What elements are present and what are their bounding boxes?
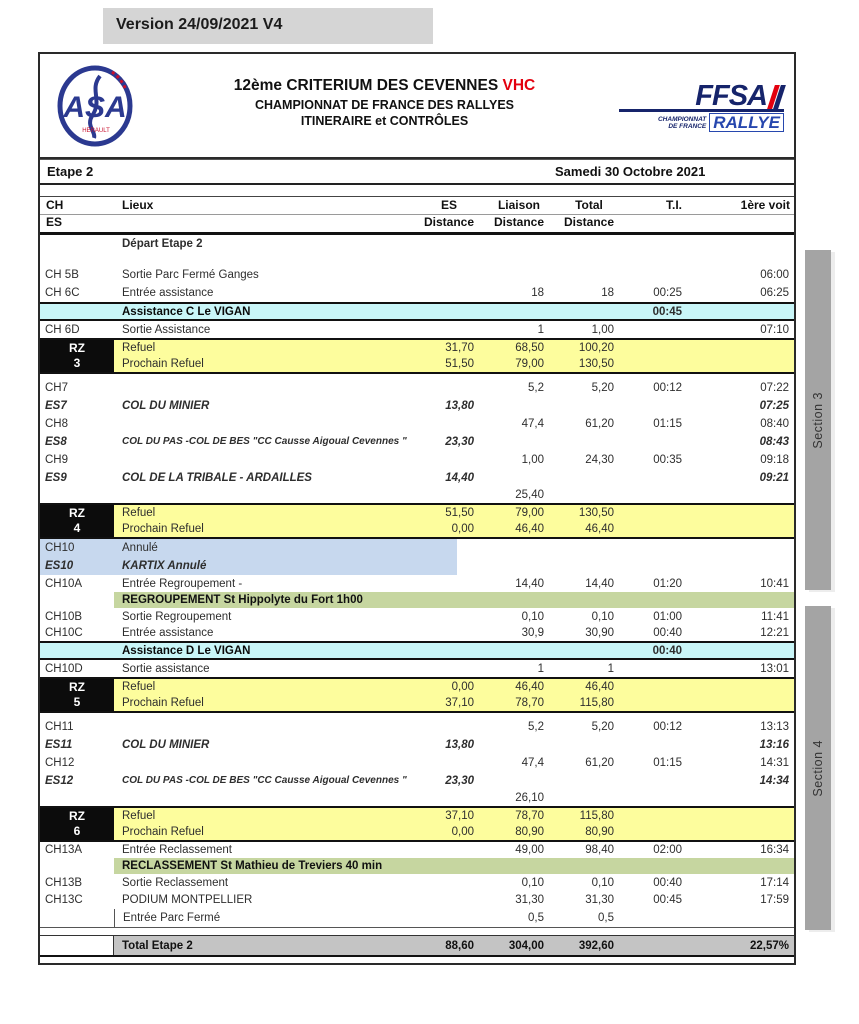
cell-vo: 06:25 [760, 287, 789, 299]
cell-vo: 12:21 [760, 627, 789, 639]
cell-lieux: Sortie assistance [122, 662, 210, 675]
cell-lieux: Sortie Regroupement [122, 610, 232, 623]
cell-vo: 08:43 [759, 436, 789, 448]
cell-ch: CH8 [45, 418, 69, 430]
cell-to: 46,40 [585, 523, 614, 535]
cell-ti: 00:12 [653, 721, 682, 733]
itinerary-table-body [40, 235, 794, 957]
cell-vo: 09:21 [759, 472, 789, 484]
event-titles [150, 77, 619, 128]
cell-es: 0,00 [451, 826, 474, 838]
control-row [40, 575, 794, 592]
cell-es: 37,10 [445, 810, 474, 822]
cell-ch: CH12 [45, 757, 75, 769]
cell-ch: CH 6D [45, 323, 80, 336]
cell-lieux: Prochain Refuel [122, 523, 204, 535]
stage-row [40, 772, 794, 790]
cell-vo: 13:16 [759, 739, 789, 751]
cell-ch: ES12 [45, 775, 74, 787]
cell-to: 61,20 [585, 418, 614, 430]
cell-es: 14,40 [445, 472, 474, 484]
refuel-zone-block [40, 677, 794, 713]
control-row [40, 415, 794, 433]
assistance-row [40, 302, 794, 321]
cell-es: 0,00 [451, 523, 474, 535]
document-frame [38, 52, 796, 965]
column-ch-es: CH ES [46, 198, 64, 229]
cell-ti: 00:45 [653, 894, 682, 906]
control-row [40, 660, 794, 677]
stage-row [40, 469, 794, 487]
cell-ch: CH11 [45, 721, 74, 733]
cell-ti: 00:45 [652, 305, 682, 318]
stage-row [40, 736, 794, 754]
cell-vo: 11:41 [761, 610, 789, 623]
cell-to: 46,40 [585, 681, 614, 693]
cell-es: 31,70 [445, 342, 474, 354]
cell-ch [40, 936, 114, 955]
cell-ch: CH13C [45, 894, 83, 906]
cell-li: 1,00 [521, 454, 544, 466]
cell-es: 23,30 [445, 436, 474, 448]
control-row [40, 891, 794, 909]
cell-lieux: COL DU PAS -COL DE BES "CC Causse Aigoual Cevennes " [122, 436, 407, 447]
ffsa-championnat-label: CHAMPIONNAT DE FRANCE [657, 115, 707, 130]
cell-vo: 08:40 [760, 418, 789, 430]
cell-lieux: Entrée assistance [122, 287, 214, 299]
refuel-zone-block [40, 806, 794, 842]
cell-li: 0,10 [521, 610, 544, 623]
cell-lieux: Prochain Refuel [122, 358, 204, 370]
cell-lieux: COL DU MINIER [122, 739, 210, 751]
control-row [40, 284, 794, 302]
cell-li: 78,70 [515, 810, 544, 822]
cell-vo: 10:41 [760, 577, 789, 590]
parc-ferme-row [40, 909, 794, 928]
cell-es: 13,80 [445, 400, 474, 412]
cell-ch: CH 5B [45, 269, 79, 281]
cell-vo: 14:31 [760, 757, 789, 769]
cell-li: 304,00 [508, 939, 544, 952]
control-row [40, 874, 794, 891]
cell-ch: ES7 [45, 400, 67, 412]
cell-lieux: Départ Etape 2 [122, 238, 203, 250]
cancelled-row [40, 539, 794, 557]
cell-lieux: KARTIX Annulé [122, 560, 207, 572]
regroupement-row [40, 858, 794, 874]
cell-li: 0,5 [528, 912, 544, 924]
cell-ti: 01:20 [653, 577, 682, 590]
cell-ch: CH 6C [45, 287, 80, 299]
cell-lieux: Entrée Parc Fermé [114, 909, 376, 927]
cell-lieux: Refuel [122, 681, 156, 693]
cell-ti: 00:40 [652, 644, 682, 657]
cell-li: 46,40 [515, 681, 544, 693]
cell-li: 31,30 [515, 894, 544, 906]
assistance-row [40, 641, 794, 660]
cell-lieux: Assistance D Le VIGAN [122, 644, 251, 657]
rz-number-badge: RZ 3 [40, 340, 114, 372]
cell-li: 68,50 [515, 342, 544, 354]
ffsa-rallye-label: RALLYE [709, 113, 784, 132]
cell-to: 0,5 [598, 912, 614, 924]
cell-to: 18 [601, 287, 614, 299]
cell-to: 130,50 [578, 507, 614, 519]
cell-ch: CH10A [45, 577, 83, 590]
cell-lieux: REGROUPEMENT St Hippolyte du Fort 1h00 [122, 594, 363, 606]
control-row [40, 451, 794, 469]
column-es-distance: ES Distance [423, 198, 474, 229]
version-label: Version 24/09/2021 V4 [116, 16, 283, 33]
cell-lieux: Sortie Parc Fermé Ganges [122, 269, 259, 281]
cell-lieux: Entrée assistance [122, 627, 214, 639]
cell-li: 1 [537, 662, 544, 675]
cell-vo: 09:18 [760, 454, 789, 466]
cell-to: 115,80 [579, 810, 614, 822]
cell-lieux: Prochain Refuel [122, 826, 204, 838]
cell-li: 49,00 [515, 844, 544, 856]
cell-to: 1 [607, 662, 614, 675]
regroupement-row [40, 592, 794, 608]
cell-li: 80,90 [515, 826, 544, 838]
cell-li: 26,10 [515, 792, 544, 804]
spacer-row [40, 928, 794, 935]
cell-to: 0,10 [591, 876, 614, 889]
asa-logo [40, 64, 150, 148]
cell-lieux: Entrée Regroupement - [122, 577, 243, 590]
cell-lieux: Annulé [122, 542, 158, 554]
cell-ch: ES9 [45, 472, 67, 484]
column-ti: T.I. [665, 198, 682, 212]
cell-li: 25,40 [515, 489, 544, 501]
cell-lieux: Prochain Refuel [122, 697, 204, 709]
cell-lieux: COL DE LA TRIBALE - ARDAILLES [122, 472, 312, 484]
cell-es: 37,10 [445, 697, 474, 709]
stage-row [40, 433, 794, 451]
etape-label: Etape 2 [47, 164, 94, 179]
cell-lieux: COL DU MINIER [122, 400, 210, 412]
control-row [40, 842, 794, 858]
cell-ch: CH7 [45, 382, 69, 394]
cell-lieux: Sortie Reclassement [122, 876, 229, 889]
cell-li: 79,00 [515, 358, 544, 370]
cell-vo: 06:00 [760, 269, 789, 281]
ffsa-slash-icon [770, 85, 784, 109]
cell-to: 31,30 [585, 894, 614, 906]
cell-ch: ES10 [45, 560, 74, 572]
cell-es: 88,60 [445, 939, 474, 952]
cell-to: 5,20 [591, 382, 614, 394]
cell-ch: CH10B [45, 610, 83, 623]
svg-text:ASA: ASA [63, 90, 127, 124]
cell-ch: ES11 [45, 739, 73, 751]
cell-lieux: COL DU PAS -COL DE BES "CC Causse Aigoual Cevennes " [122, 775, 407, 786]
cell-to: 392,60 [578, 939, 614, 952]
section-bar-label: Section 3 [811, 391, 825, 449]
cell-to: 24,30 [585, 454, 614, 466]
stage-row [40, 397, 794, 415]
cell-ch: CH13B [45, 876, 83, 889]
cell-vo: 14:34 [759, 775, 789, 787]
total-row [40, 935, 794, 957]
control-row [40, 754, 794, 772]
section-bar-section-4 [805, 606, 831, 930]
cell-ti: 01:15 [653, 757, 682, 769]
cell-ti: 01:15 [653, 418, 682, 430]
cell-li: 1 [537, 323, 544, 336]
cell-to: 5,20 [591, 721, 614, 733]
cell-to: 0,10 [591, 610, 614, 623]
cell-lieux: Sortie Assistance [122, 323, 211, 336]
section-bar-label: Section 4 [811, 739, 825, 797]
cell-ch: CH13A [45, 844, 83, 856]
liaison-subtotal-row [40, 487, 794, 503]
etape-header-row [40, 159, 794, 185]
cell-li: 46,40 [515, 523, 544, 535]
cell-to: 98,40 [585, 844, 614, 856]
cell-li: 79,00 [515, 507, 544, 519]
cell-lieux: Refuel [122, 810, 156, 822]
cell-to: 30,90 [585, 627, 614, 639]
cell-vo: 07:22 [760, 382, 789, 394]
column-lieux: Lieux [122, 198, 154, 212]
refuel-zone-block [40, 338, 794, 374]
table-column-header [40, 196, 794, 235]
control-row [40, 321, 794, 338]
document-header [40, 54, 794, 159]
cell-to: 14,40 [585, 577, 614, 590]
ffsa-wordmark: FFSA [695, 80, 767, 112]
cell-vo: 13:13 [760, 721, 789, 733]
control-row [40, 379, 794, 397]
version-banner [103, 8, 433, 44]
cancelled-stage-block [40, 539, 794, 575]
rz-number-badge: RZ 6 [40, 808, 114, 840]
control-row [40, 718, 794, 736]
cell-es: 51,50 [445, 358, 474, 370]
cell-ti: 00:12 [653, 382, 682, 394]
spacer-row [40, 253, 794, 266]
cell-ch: CH10D [45, 662, 83, 675]
cell-li: 47,4 [521, 757, 544, 769]
cell-li: 78,70 [515, 697, 544, 709]
rz-number-badge: RZ 5 [40, 679, 114, 711]
cell-lieux: Assistance C Le VIGAN [122, 305, 251, 318]
cell-vo: 22,57% [749, 939, 789, 952]
svg-text:HERAULT: HERAULT [82, 127, 110, 134]
cell-ti: 01:00 [653, 610, 682, 623]
event-subtitle-championnat: CHAMPIONNAT DE FRANCE DES RALLYES [254, 98, 515, 112]
cell-vo: 17:14 [760, 876, 789, 889]
cell-ch: CH10C [45, 627, 83, 639]
etape-date: Samedi 30 Octobre 2021 [555, 164, 706, 179]
cell-ch: CH9 [45, 454, 69, 466]
cell-to: 61,20 [585, 757, 614, 769]
cell-to: 115,80 [579, 697, 614, 709]
cell-es: 0,00 [451, 681, 474, 693]
cell-vo: 13:01 [760, 662, 789, 675]
cell-li: 14,40 [515, 577, 544, 590]
column-liaison-distance: Liaison Distance [493, 198, 544, 229]
cell-li: 5,2 [528, 721, 544, 733]
refuel-zone-block [40, 503, 794, 539]
control-row [40, 266, 794, 284]
cell-es: 13,80 [445, 739, 474, 751]
cell-vo: 17:59 [760, 894, 789, 906]
event-title: 12ème CRITERIUM DES CEVENNES VHC [233, 77, 536, 94]
column-premiere-voiture: 1ère voit [740, 198, 790, 212]
cell-ti: 00:35 [653, 454, 682, 466]
cell-to: 130,50 [578, 358, 614, 370]
cell-vo: 16:34 [760, 844, 789, 856]
liaison-subtotal-row [40, 790, 794, 806]
cell-lieux: RECLASSEMENT St Mathieu de Treviers 40 min [122, 860, 383, 872]
cell-vo: 07:10 [760, 323, 789, 336]
cell-to: 100,20 [578, 342, 614, 354]
cell-li: 30,9 [521, 627, 544, 639]
cell-ch: ES8 [45, 436, 67, 448]
cell-vo: 07:25 [759, 400, 789, 412]
cell-ti: 00:25 [653, 287, 682, 299]
section-bar-section-3 [805, 250, 831, 590]
cancelled-row [40, 557, 794, 575]
cell-ti: 00:40 [653, 876, 682, 889]
cell-li: 18 [531, 287, 544, 299]
asa-club-logo-icon [56, 64, 134, 148]
cell-lieux: PODIUM MONTPELLIER [122, 894, 253, 906]
control-row [40, 608, 794, 625]
cell-lieux: Total Etape 2 [122, 939, 193, 952]
rz-number-badge: RZ 4 [40, 505, 114, 537]
control-row [40, 625, 794, 641]
cell-lieux: Refuel [122, 342, 156, 354]
cell-li: 5,2 [528, 382, 544, 394]
cell-li: 47,4 [521, 418, 544, 430]
cell-lieux: Entrée Reclassement [122, 844, 232, 856]
event-subtitle-itineraire: ITINERAIRE et CONTRÔLES [300, 114, 469, 128]
depart-row [40, 235, 794, 253]
cell-ch: CH10 [45, 542, 75, 554]
cell-ti: 00:40 [653, 627, 682, 639]
cell-es: 23,30 [445, 775, 474, 787]
cell-to: 1,00 [591, 323, 614, 336]
cell-li: 0,10 [521, 876, 544, 889]
cell-ti: 02:00 [653, 844, 682, 856]
cell-to: 80,90 [585, 826, 614, 838]
cell-es: 51,50 [445, 507, 474, 519]
cell-lieux: Refuel [122, 507, 156, 519]
vhc-tag: VHC [502, 77, 536, 94]
ffsa-logo [619, 80, 784, 132]
column-total-distance: Total Distance [563, 198, 614, 229]
